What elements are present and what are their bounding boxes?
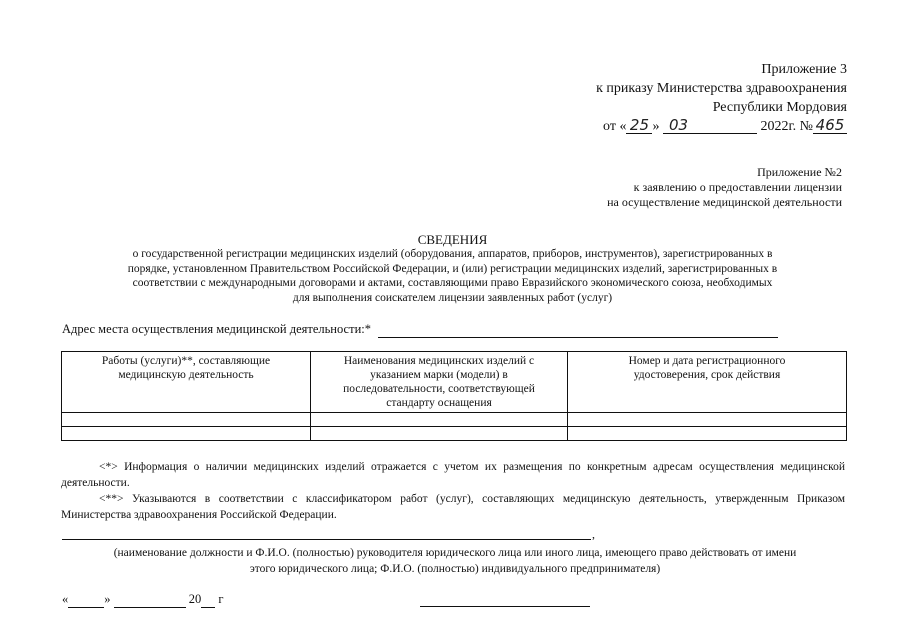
order-date-line <box>447 117 847 136</box>
address-label: Адрес места осуществления медицинской деятельности:* <box>62 322 371 336</box>
table-row <box>62 427 847 441</box>
footer-century: 20 <box>188 592 202 606</box>
order-header-line2: к приказу Министерства здравоохранения <box>596 81 847 96</box>
order-header-line3: Республики Мордовия <box>712 100 847 115</box>
table-cell[interactable] <box>311 427 568 441</box>
date-year: 2022г. № <box>760 119 813 134</box>
subtitle-line: порядке, установленном Правительством Российской Федерации, и (или) регистрации медицинских изделий, зарегистрированных в <box>127 262 778 275</box>
table-header-row <box>62 352 847 413</box>
signature-caption-line2: этого юридического лица; Ф.И.О. (полностью) индивидуального предпринимателя) <box>249 563 661 575</box>
table-cell[interactable] <box>311 413 568 427</box>
header-devices-line: стандарту оснащения <box>386 397 492 409</box>
table-row <box>62 413 847 427</box>
date-prefix: от « <box>603 119 627 134</box>
annex-header-line2: к заявлению о предоставлении лицензии <box>633 180 842 194</box>
footnotes <box>61 459 845 523</box>
header-devices-line: указанием марки (модели) в <box>370 369 508 381</box>
annex-header <box>442 165 842 210</box>
medical-devices-table <box>61 351 847 441</box>
header-works <box>62 352 311 413</box>
table-cell[interactable] <box>568 413 847 427</box>
address-row <box>62 322 778 338</box>
header-works-line: медицинскую деятельность <box>118 369 254 381</box>
table-cell[interactable] <box>568 427 847 441</box>
footer-year-suffix: г <box>218 592 224 606</box>
header-registration-line: удостоверения, срок действия <box>633 369 781 381</box>
footer-year-field[interactable] <box>201 592 215 608</box>
annex-header-line1: Приложение №2 <box>757 165 842 179</box>
footnote-2: <**> Указываются в соответствии с классификатором работ (услуг), составляющих медицинскую деятельность, утвержденным Приказом Министерства здравоохранения Российской Федерации. <box>61 493 845 521</box>
subtitle-line: о государственной регистрации медицинских изделий (оборудования, аппаратов, приборов, инструментов), зарегистрированных в <box>132 248 773 260</box>
footnote-1: <*> Информация о наличии медицинских изделий отражается с учетом их размещения по конкретным адресам осуществления медицинской деятельности. <box>61 461 845 489</box>
date-month: 03 <box>663 118 757 134</box>
signature-comma: , <box>592 527 595 541</box>
signature-caption-line1: (наименование должности и Ф.И.О. (полностью) руководителя юридического лица или иного лица, имеющего право действовать от имени <box>113 547 797 559</box>
date-sep: » <box>652 119 660 134</box>
address-field[interactable] <box>378 322 778 338</box>
signature-line[interactable] <box>62 539 591 540</box>
annex-header-line3: на осуществление медицинской деятельности <box>607 195 842 209</box>
subtitle-line: соответствии с международными договорами и актами, составляющими право Евразийского экономического союза, необходимых <box>132 277 773 289</box>
header-devices-line: Наименования медицинских изделий с <box>343 355 535 367</box>
signature-caption <box>50 545 860 577</box>
order-header <box>447 60 847 136</box>
header-registration <box>568 352 847 413</box>
header-device-names <box>311 352 568 413</box>
footer-open-quote: « <box>62 592 69 606</box>
subtitle-line: для выполнения соискателем лицензии заявленных работ (услуг) <box>292 291 613 304</box>
header-devices-line: последовательности, соответствующей <box>343 383 535 395</box>
footer-day-field[interactable] <box>68 592 104 608</box>
header-registration-line: Номер и дата регистрационного <box>628 355 786 367</box>
table-cell[interactable] <box>62 427 311 441</box>
table-cell[interactable] <box>62 413 311 427</box>
date-day: 25 <box>626 118 652 134</box>
doc-subtitle <box>60 247 845 305</box>
footer-signature-line[interactable] <box>420 606 590 607</box>
doc-title: СВЕДЕНИЯ <box>417 232 488 247</box>
header-works-line: Работы (услуги)**, составляющие <box>101 355 271 367</box>
footer-month-field[interactable] <box>114 592 186 608</box>
footer-date <box>62 592 224 608</box>
footer-close-quote: » <box>104 592 111 606</box>
order-number: 465 <box>813 118 847 134</box>
order-header-line1: Приложение 3 <box>761 62 847 77</box>
